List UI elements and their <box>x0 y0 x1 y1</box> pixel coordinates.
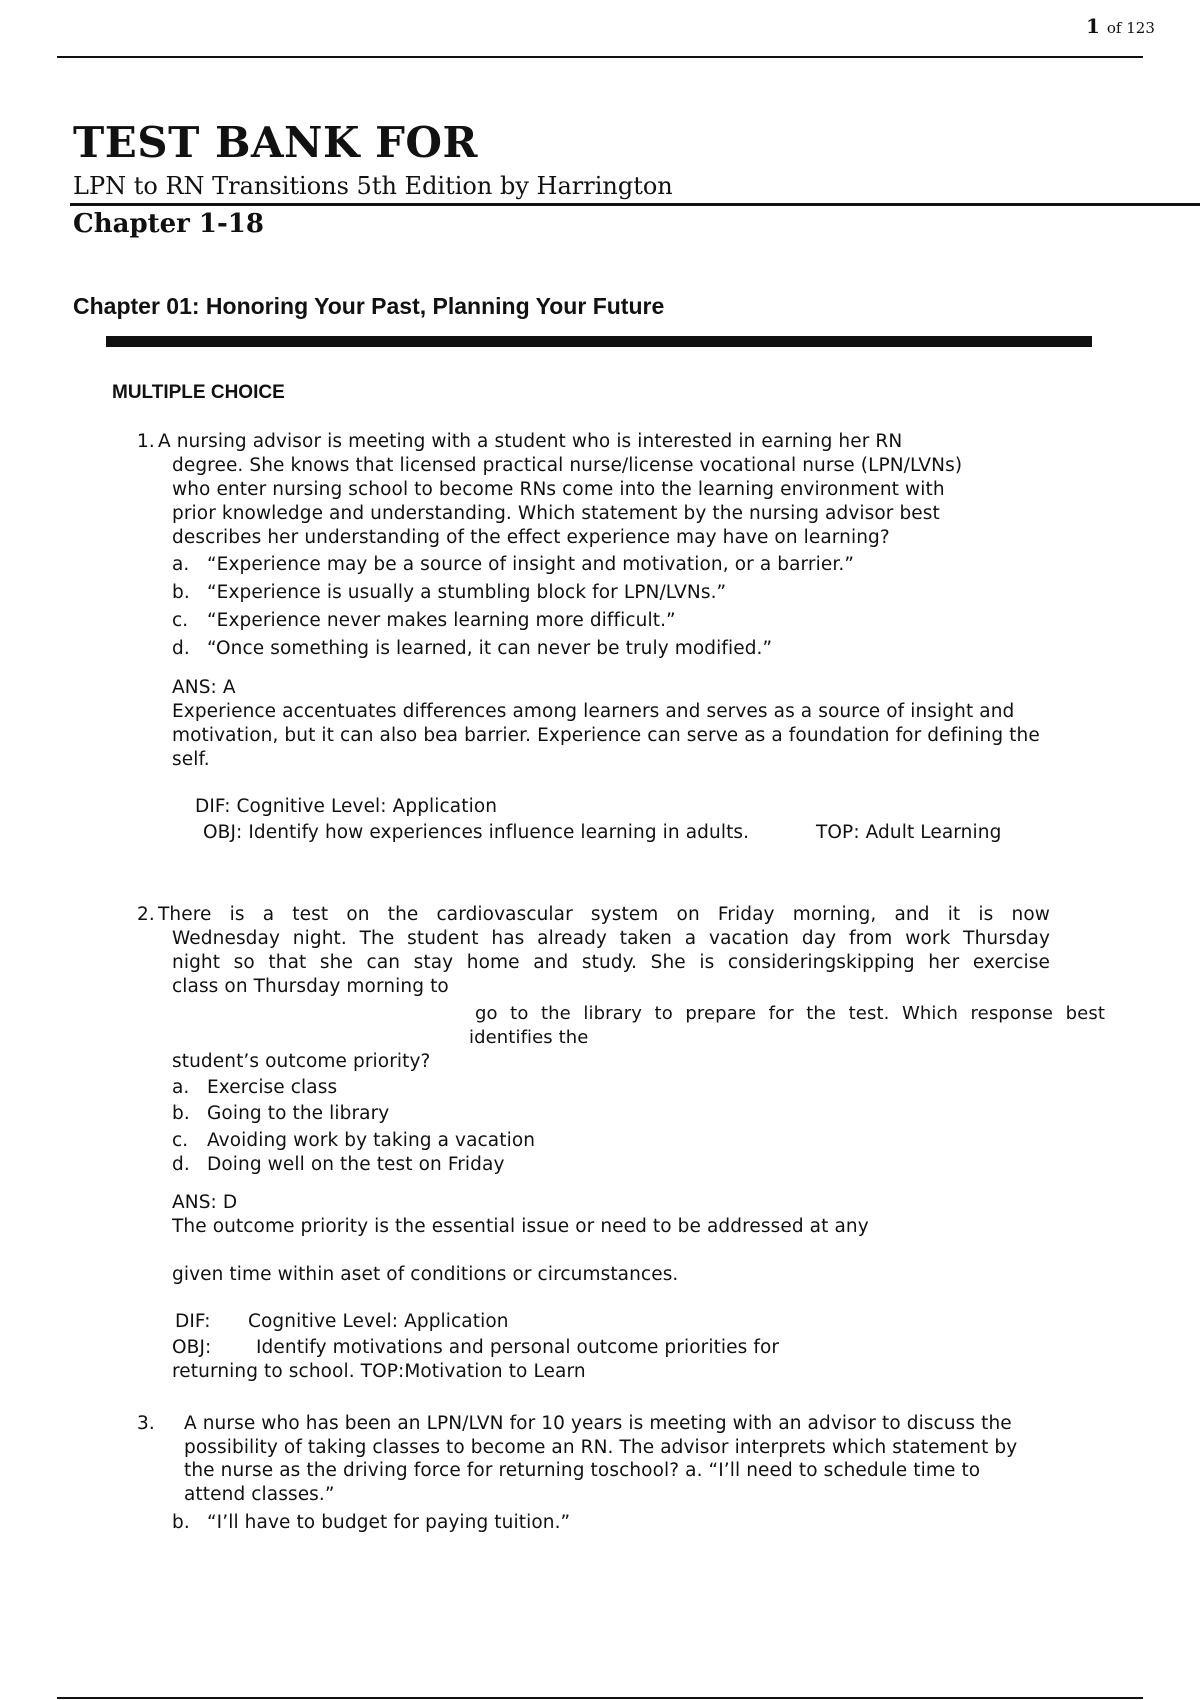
option-text: Doing well on the test on Friday <box>207 1154 505 1175</box>
topic: TOP: Adult Learning <box>816 822 1002 843</box>
question-number: 3. <box>137 1413 155 1434</box>
option-text: “I’ll have to budget for paying tuition.” <box>207 1512 571 1533</box>
option-letter: a. <box>172 554 190 575</box>
objective-topic: returning to school. TOP:Motivation to Learn <box>172 1361 586 1382</box>
rationale-line: Experience accentuates differences among learners and serves as a source of insight and <box>172 701 1015 722</box>
difficulty: DIF: Cognitive Level: Application <box>195 796 498 817</box>
option-letter: c. <box>172 1130 189 1151</box>
difficulty-label: DIF: <box>175 1311 211 1332</box>
objective: Identify motivations and personal outcome priorities for <box>256 1337 780 1358</box>
question-text-line: student’s outcome priority? <box>172 1051 431 1072</box>
option-letter: c. <box>172 610 189 631</box>
option-letter: b. <box>172 582 190 603</box>
question-text-line: attend classes.” <box>184 1484 335 1505</box>
option-letter: b. <box>172 1103 190 1124</box>
rationale-line: self. <box>172 749 210 770</box>
chapter-range: Chapter 1-18 <box>73 209 264 239</box>
header-rule <box>70 203 1200 206</box>
option-text: “Experience is usually a stumbling block for LPN/LVNs.” <box>207 582 727 603</box>
question-number: 1. <box>137 431 155 452</box>
answer-key: ANS: A <box>172 677 236 698</box>
objective-label: OBJ: <box>172 1337 212 1358</box>
question-text-line: the nurse as the driving force for returning toschool? a. “I’ll need to schedule time to <box>184 1460 981 1481</box>
objective: OBJ: Identify how experiences influence learning in adults. <box>203 822 750 843</box>
rationale-line: given time within aset of conditions or circumstances. <box>172 1264 679 1285</box>
question-number: 2. <box>137 904 155 925</box>
page-total: of 123 <box>1106 19 1155 37</box>
question-text-line: degree. She knows that licensed practical nurse/license vocational nurse (LPN/LVNs) <box>172 455 963 476</box>
option-text: “Experience may be a source of insight and motivation, or a barrier.” <box>207 554 855 575</box>
question-text-line: describes her understanding of the effect experience may have on learning? <box>172 527 890 548</box>
option-letter: d. <box>172 638 190 659</box>
rationale-line: motivation, but it can also bea barrier. Experience can serve as a foundation for defining the <box>172 725 1040 746</box>
question-text-line: A nurse who has been an LPN/LVN for 10 years is meeting with an advisor to discuss the <box>184 1413 1012 1434</box>
answer-key: ANS: D <box>172 1192 238 1213</box>
question-text-line: There is a test on the cardiovascular system on Friday morning, and it is now <box>158 904 1050 925</box>
bottom-rule <box>57 1697 1143 1699</box>
document-title: TEST BANK FOR <box>73 118 478 167</box>
option-text: Going to the library <box>207 1103 390 1124</box>
option-text: “Once something is learned, it can never be truly modified.” <box>207 638 773 659</box>
difficulty: Cognitive Level: Application <box>248 1311 509 1332</box>
question-text-line: A nursing advisor is meeting with a student who is interested in earning her RN <box>158 431 903 452</box>
question-text-line: class on Thursday morning to <box>172 976 449 997</box>
question-text-line: prior knowledge and understanding. Which statement by the nursing advisor best <box>172 503 940 524</box>
rationale-line: The outcome priority is the essential issue or need to be addressed at any <box>172 1216 869 1237</box>
question-text-line: Wednesday night. The student has already taken a vacation day from work Thursday <box>172 928 1050 949</box>
section-heading: MULTIPLE CHOICE <box>112 382 285 403</box>
question-text-line: who enter nursing school to become RNs come into the learning environment with <box>172 479 945 500</box>
page-number <box>1086 14 1155 38</box>
question-text-continuation: identifies the <box>469 1027 589 1048</box>
option-letter: d. <box>172 1154 190 1175</box>
option-text: “Experience never makes learning more difficult.” <box>207 610 676 631</box>
option-letter: a. <box>172 1077 190 1098</box>
option-text: Exercise class <box>207 1077 338 1098</box>
page-current: 1 <box>1086 14 1100 38</box>
chapter-rule <box>106 336 1092 347</box>
option-letter: b. <box>172 1512 190 1533</box>
question-text-line: night so that she can stay home and study. She is consideringskipping her exercise <box>172 952 1050 973</box>
option-text: Avoiding work by taking a vacation <box>207 1130 536 1151</box>
top-rule <box>57 56 1143 58</box>
question-text-line: possibility of taking classes to become an RN. The advisor interprets which statement by <box>184 1437 1018 1458</box>
chapter-heading: Chapter 01: Honoring Your Past, Planning Your Future <box>73 293 665 319</box>
document-subtitle: LPN to RN Transitions 5th Edition by Harrington <box>73 172 673 200</box>
question-text-continuation: go to the library to prepare for the test. Which response best <box>475 1003 1105 1024</box>
